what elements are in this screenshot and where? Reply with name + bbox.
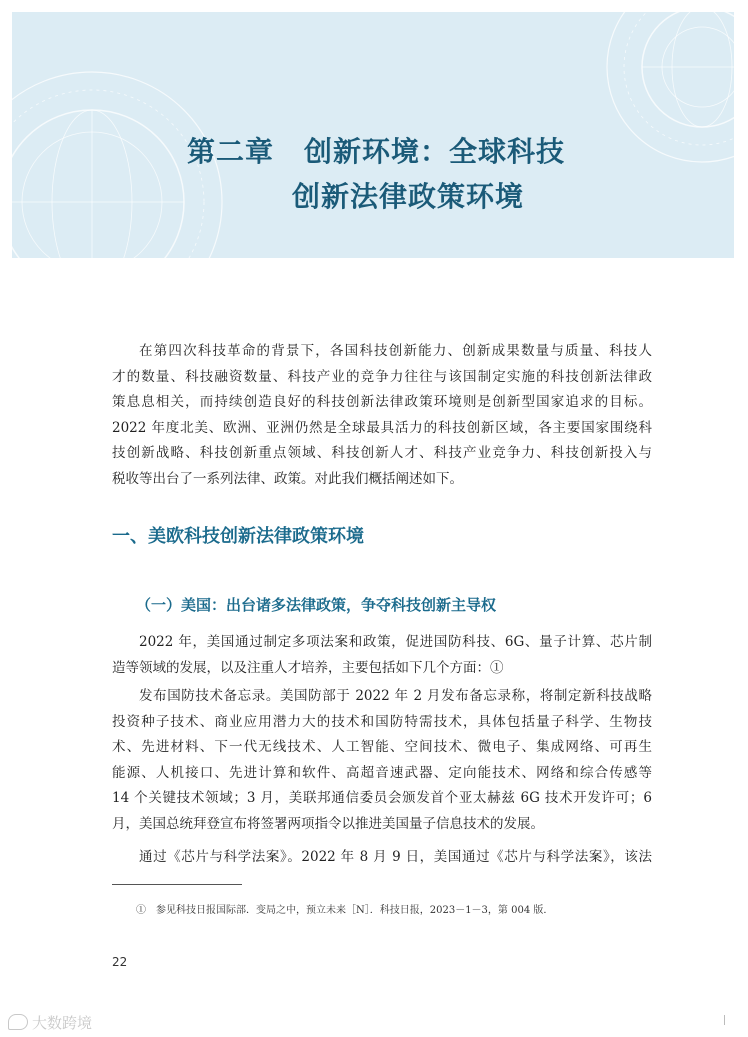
text-line: 2022 年度北美、欧洲、亚洲仍然是全球最具活力的科技创新区域，各主要国家围绕科 xyxy=(112,419,652,436)
intro-paragraph xyxy=(112,339,652,492)
chapter-title xyxy=(187,130,565,170)
text-line: 在第四次科技革命的背景下，各国科技创新能力、创新成果数量与质量、科技人 xyxy=(139,343,652,359)
subsection-heading: （一）美国：出台诸多法律政策，争夺科技创新主导权 xyxy=(136,596,497,614)
footnote: ① 参见科技日报国际部．变局之中，预立未来［N］．科技日报，2023－1－3，第 004 版． xyxy=(136,905,554,916)
text-line: 造等领域的发展，以及注重人才培养，主要包括如下几个方面：① xyxy=(112,659,504,676)
text-line: 14 个关键技术领域；3 月，美联邦通信委员会颁发首个亚太赫兹 6G 技术开发许可；6 xyxy=(112,790,652,806)
text-line: 税收等出台了一系列法律、政策。对此我们概括阐述如下。 xyxy=(112,470,463,487)
footnote-divider xyxy=(112,884,242,885)
chapter-title-line2: 创新法律政策环境 xyxy=(292,180,525,213)
text-line: 2022 年，美国通过制定多项法案和政策，促进国防科技、6G、量子计算、芯片制 xyxy=(139,634,652,650)
text-line: 术、先进材料、下一代无线技术、人工智能、空间技术、微电子、集成网络、可再生 xyxy=(112,739,652,755)
page-number: 22 xyxy=(112,955,128,969)
paragraph-3 xyxy=(112,684,652,837)
crop-mark xyxy=(724,1015,725,1025)
text-line: 投资种子技术、商业应用潜力大的技术和国防特需技术，具体包括量子科学、生物技 xyxy=(112,713,652,730)
watermark xyxy=(8,1012,92,1033)
chapter-title-part1: 创新环境：全球科技 xyxy=(304,135,566,168)
text-line: 策息息相关，而持续创造良好的科技创新法律政策环境则是创新型国家追求的目标。 xyxy=(112,394,652,410)
chat-bubble-logo-icon xyxy=(8,1014,28,1030)
section-heading: 一、美欧科技创新法律政策环境 xyxy=(112,526,364,547)
text-line: 发布国防技术备忘录。美国防部于 2022 年 2 月发布备忘录称，将制定新科技战略 xyxy=(139,688,652,704)
text-line: 能源、人机接口、先进计算和软件、高超音速武器、定向能技术、网络和综合传感等 xyxy=(112,764,652,781)
text-line: 才的数量、科技融资数量、科技产业的竞争力往往与该国制定实施的科技创新法律政 xyxy=(112,368,652,385)
paragraph-2 xyxy=(112,630,652,681)
paragraph-4 xyxy=(112,845,652,871)
text-line: 技创新战略、科技创新重点领域、科技创新人才、科技产业竞争力、科技创新投入与 xyxy=(112,445,652,461)
watermark-text: 大数跨境 xyxy=(32,1014,93,1032)
chapter-number: 第二章 xyxy=(187,135,275,168)
text-line: 通过《芯片与科学法案》。2022 年 8 月 9 日，美国通过《芯片与科学法案》，该法 xyxy=(139,849,652,865)
text-line: 月，美国总统拜登宣布将签署两项指令以推进美国量子信息技术的发展。 xyxy=(112,815,544,832)
